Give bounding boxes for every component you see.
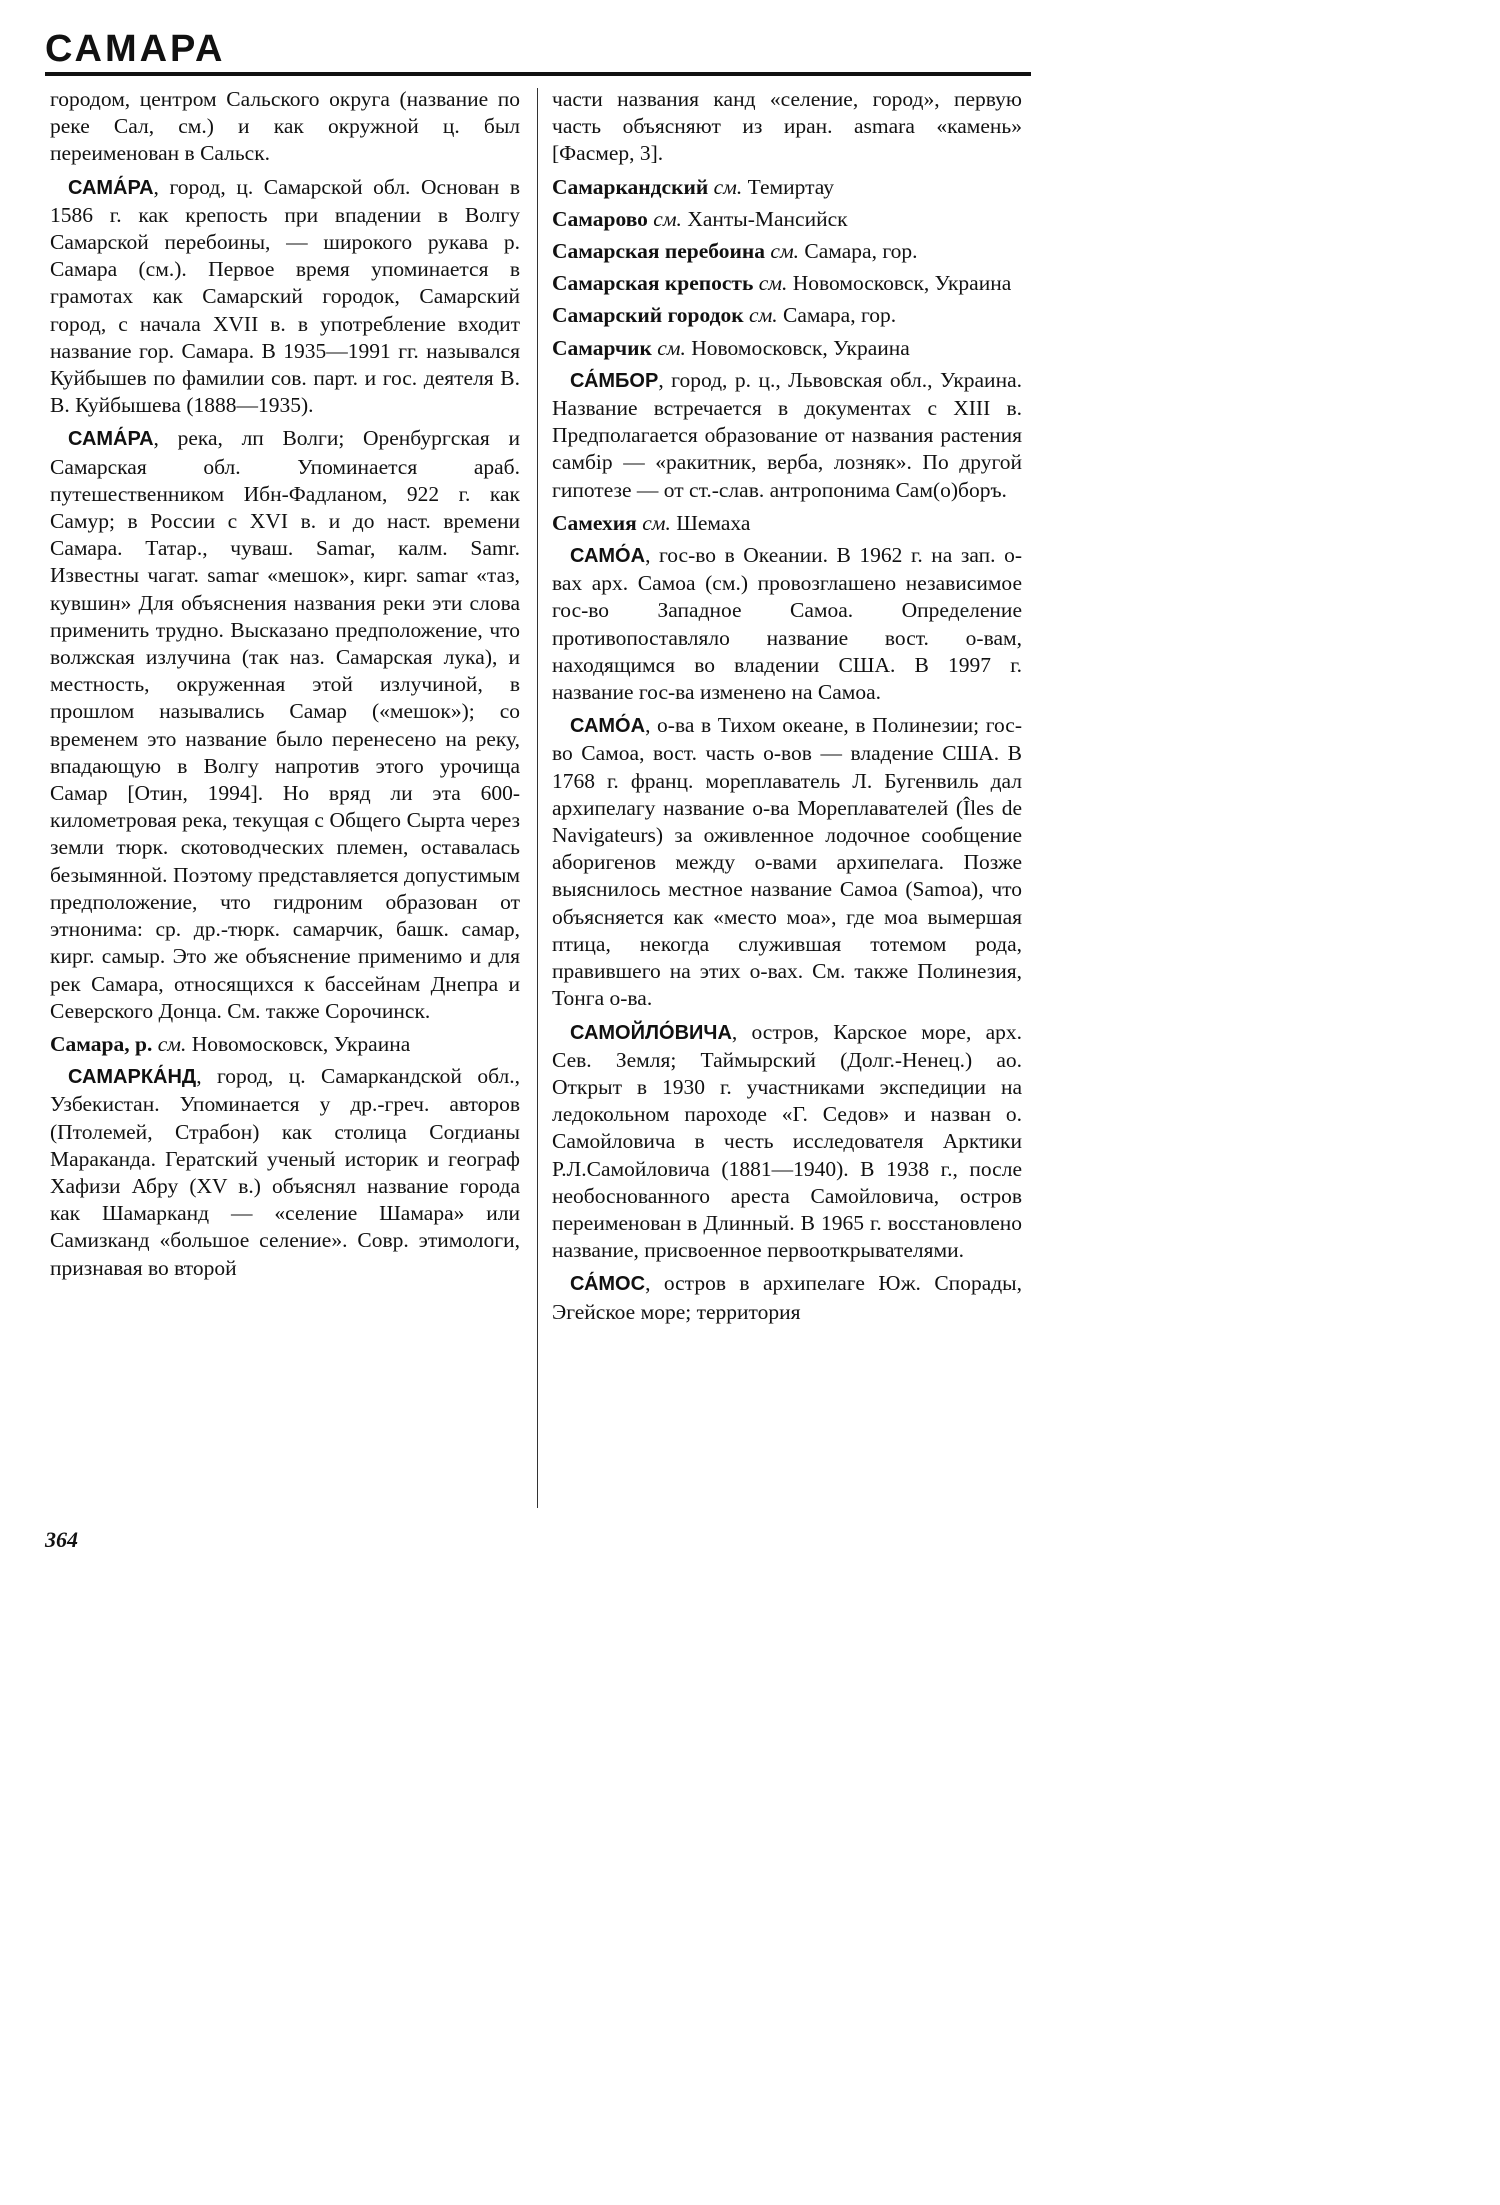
xref-target: Новомосковск, Украина	[691, 335, 910, 360]
entry-headword: СА́МОС	[570, 1273, 646, 1296]
xref-target: Новомосковск, Украина	[792, 271, 1012, 296]
dictionary-entry	[552, 542, 1022, 706]
xref-see-label: см.	[653, 206, 682, 231]
entry-text: , о-ва в Тихом океане, в Полинезии; гос-во Самоа, вост. часть о-вов — владение США. В 1768 г. франц. мореплаватель Л. Бугенвиль дал архипелагу название о-ва Мореплавателей (Îles de Navigateurs) за оживленное лодочное сообщение аборигенов между о-вами архипелага. Позже выяснилось местное название Самоа (Samoa), что объясняется как «место моа», где моа вымершая птица, некогда служившая тотемом рода, правившего на этих о-вах. См. также Полинезия, Тонга о-ва.	[552, 713, 1022, 1011]
xref-term: Самара, р.	[50, 1031, 153, 1056]
cross-reference	[552, 206, 1022, 233]
entry-headword: САМО́А	[570, 545, 646, 568]
entry-text: , река, лп Волги; Оренбургская и Самарская обл. Упоминается араб. путешественником Ибн-Фадланом, 922 г. как Самур; в России с XVI в. и до наст. времени Самара. Татар., чуваш. Samar, калм. Samr. Известны чагат. samar «мешок», кирг. samar «таз, кувшин» Для объяснения названия реки эти слова применить трудно. Высказано предположение, что волжская излучина (так наз. Самарская лука), и местность, окруженная этой излучиной, в прошлом назывались Самар («мешок»); со временем это название было перенесено на реку, впадающую в Волгу напротив этого урочища Самар [Отин, 1994]. Но вряд ли эта 600-километровая река, текущая с Общего Сырта через земли тюрк. скотоводческих племен, оставалась безымянной. Поэтому представляется допустимым предположение, что гидроним образован от этнонима: ср. др.-тюрк. самарчик, башк. самар, кирг. самыр. Это же объяснение применимо и для рек Самара, относящихся к бассейнам Днепра и Северского Донца. См. также Сорочинск.	[50, 426, 520, 1023]
xref-see-label: см.	[749, 303, 778, 328]
dictionary-entry	[50, 174, 520, 420]
cross-reference	[50, 1031, 520, 1058]
cross-reference	[552, 302, 1022, 329]
entry-text: , гос-во в Океании. В 1962 г. на зап. о-вах арх. Самоа (см.) провозглашено независимое гос-во Западное Самоа. Определение противопоставляло название вост. о-вам, находящимся во владении США. В 1997 г. название гос-ва изменено на Самоа.	[552, 543, 1022, 705]
xref-term: Самарово	[552, 206, 648, 231]
entry-continuation: части названия канд «селение, город», первую часть объясняют из иран. asmara «камень» [Фасмер, 3].	[552, 87, 1022, 166]
xref-target: Ханты-Мансийск	[687, 206, 848, 231]
entry-text: , остров в архипелаге Юж. Спорады, Эгейское море; территория	[552, 1271, 1022, 1324]
dictionary-entry	[50, 425, 520, 1024]
entry-headword: САМОЙЛО́ВИЧА	[570, 1021, 732, 1044]
xref-see-label: см.	[157, 1031, 187, 1056]
xref-term: Самарский городок	[552, 303, 744, 328]
page-number: 364	[45, 1527, 78, 1552]
xref-term: Самарская перебоина	[552, 239, 766, 264]
dictionary-entry	[552, 1019, 1022, 1265]
xref-term: Самарская крепость	[552, 271, 754, 296]
entry-text: , город, ц. Самарской обл. Основан в 1586 г. как крепость при впадении в Волгу Самарской перебоины, — широкого рукава р. Самара (см.). Первое время упоминается в грамотах как Самарский городок, Самарский город, с начала XVII в. в употребление входит название гор. Самара. В 1935—1991 гг. назывался Куйбышев по фамилии сов. парт. и гос. деятеля В. В. Куйбышева (1888—1935).	[50, 174, 520, 418]
xref-term: Самаркандский	[552, 174, 709, 199]
entry-text: , город, ц. Самаркандской обл., Узбекистан. Упоминается у др.-греч. авторов (Птолемей, Страбон) как столица Согдианы Мараканда. Гератский ученый историк и географ Хафизи Абру (XV в.) объяснял название города как Шамарканд — «селение Шамара» или Самизканд «большое селение». Совр. этимологи, признавая во второй	[50, 1064, 520, 1280]
cross-reference	[552, 270, 1022, 297]
right-column	[552, 86, 1022, 1332]
left-column	[50, 86, 520, 1288]
dictionary-entry	[552, 1270, 1022, 1325]
entry-text: , город, р. ц., Львовская обл., Украина. Название встречается в документах с XIII в. Предполагается образование от названия растения самбір — «ракитник, верба, лозняк». По другой гипотезе — от ст.-слав. антропонима Сам(о)боръ.	[552, 367, 1022, 502]
column-divider	[537, 88, 538, 1508]
xref-term: Самарчик	[552, 335, 652, 360]
xref-see-label: см.	[713, 174, 743, 199]
xref-target: Самара, гор.	[804, 239, 918, 264]
dictionary-entry	[552, 712, 1022, 1012]
xref-target: Темиртау	[747, 174, 834, 199]
cross-reference	[552, 174, 1022, 201]
xref-term: Самехия	[552, 510, 637, 535]
entry-headword: САМА́РА	[68, 428, 154, 451]
dictionary-entry	[552, 367, 1022, 504]
entry-headword: САМА́РА	[68, 176, 154, 199]
dictionary-entry	[50, 1063, 520, 1282]
xref-target: Самара, гор.	[783, 303, 897, 328]
xref-target: Шемаха	[676, 510, 751, 535]
entry-headword: САМО́А	[570, 715, 646, 738]
page-header-title: САМАРА	[45, 28, 226, 70]
entry-continuation: городом, центром Сальского округа (название по реке Сал, см.) и как окружной ц. был переименован в Сальск.	[50, 87, 520, 166]
entry-headword: СА́МБОР	[570, 369, 659, 392]
entry-headword: САМАРКА́НД	[68, 1066, 197, 1089]
xref-see-label: см.	[770, 239, 800, 264]
cross-reference	[552, 335, 1022, 362]
entry-text: , остров, Карское море, арх. Сев. Земля; Таймырский (Долг.-Ненец.) ао. Открыт в 1930 г. участниками экспедиции на ледокольном пароходе «Г. Седов» и назван о. Самойловича в честь исследователя Арктики Р.Л.Самойловича (1881—1940). В 1938 г., после необоснованного ареста Самойловича, остров переименован в Длинный. В 1965 г. восстановлено название, присвоенное первооткрывателями.	[552, 1019, 1022, 1263]
header-rule	[45, 72, 1031, 76]
xref-see-label: см.	[758, 271, 788, 296]
xref-target: Новомосковск, Украина	[191, 1031, 411, 1056]
cross-reference	[552, 510, 1022, 537]
xref-see-label: см.	[642, 510, 671, 535]
xref-see-label: см.	[657, 335, 686, 360]
cross-reference	[552, 238, 1022, 265]
